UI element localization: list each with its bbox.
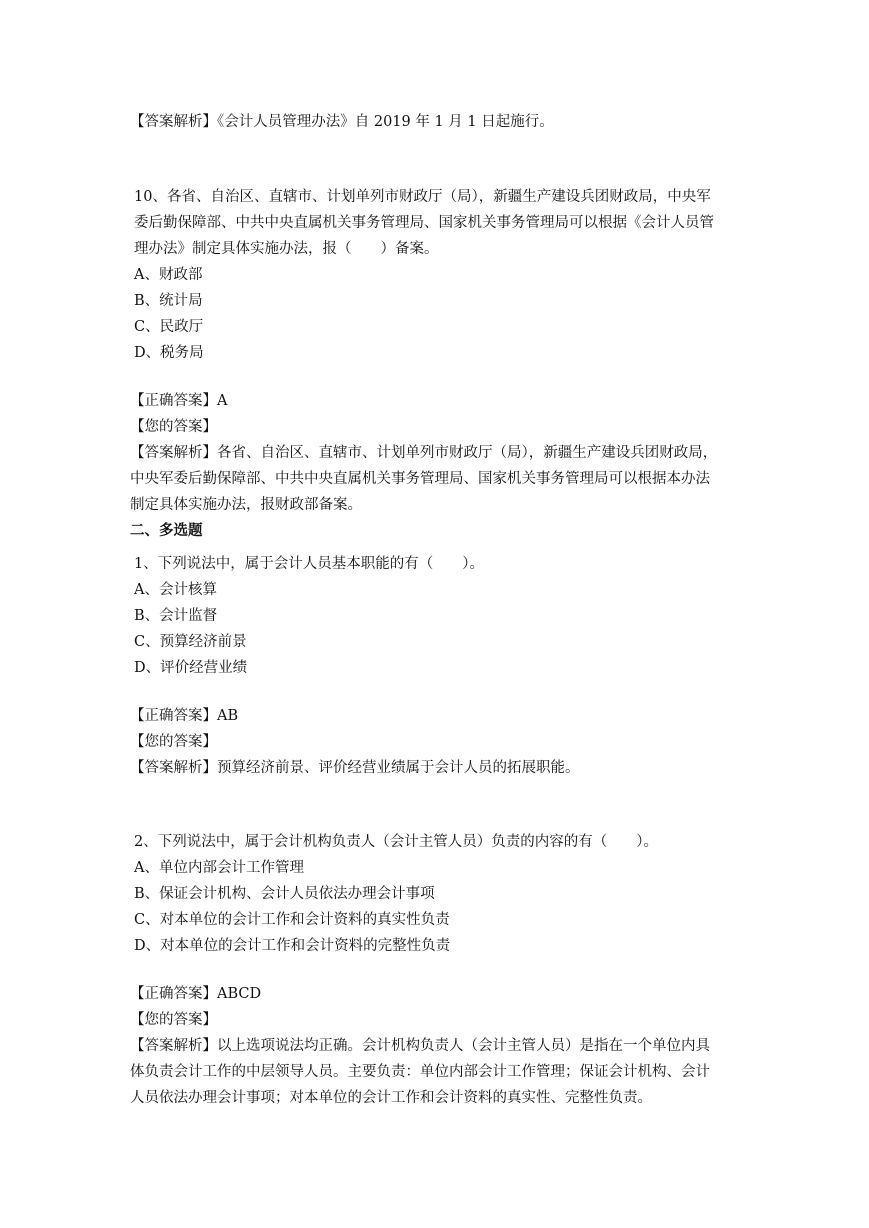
q10-your-answer: 【您的答案】 xyxy=(130,419,217,435)
q10-analysis-line-1: 【答案解析】各省、自治区、直辖市、计划单列市财政厅（局），新疆生产建设兵团财政局， xyxy=(130,445,718,461)
mq2-option-d: D、对本单位的会计工作和会计资料的完整性负责 xyxy=(134,938,451,954)
mq2-option-a: A、单位内部会计工作管理 xyxy=(134,860,304,876)
mq2-analysis-line-1: 【答案解析】以上选项说法均正确。会计机构负责人（会计主管人员）是指在一个单位内具 xyxy=(130,1038,710,1054)
q10-option-b: B、统计局 xyxy=(134,293,203,309)
mq2-analysis-line-2: 体负责会计工作的中层领导人员。主要负责：单位内部会计工作管理；保证会计机构、会计 xyxy=(130,1064,710,1080)
mq1-option-d: D、评价经营业绩 xyxy=(134,660,248,676)
mq1-stem: 1、下列说法中，属于会计人员基本职能的有（ ）。 xyxy=(134,556,484,572)
mq2-option-c: C、对本单位的会计工作和会计资料的真实性负责 xyxy=(134,912,450,928)
q10-option-c: C、民政厅 xyxy=(134,319,204,335)
intro-analysis: 【答案解析】《会计人员管理办法》自 2019 年 1 月 1 日起施行。 xyxy=(130,114,554,130)
q10-analysis-line-2: 中央军委后勤保障部、中共中央直属机关事务管理局、国家机关事务管理局可以根据本办法 xyxy=(130,471,710,487)
q10-stem-line-2: 委后勤保障部、中共中央直属机关事务管理局、国家机关事务管理局可以根据《会计人员管 xyxy=(134,215,714,231)
q10-correct-answer: 【正确答案】A xyxy=(130,393,228,409)
mq2-option-b: B、保证会计机构、会计人员依法办理会计事项 xyxy=(134,886,435,902)
mq1-option-b: B、会计监督 xyxy=(134,608,218,624)
mq1-option-c: C、预算经济前景 xyxy=(134,634,247,650)
q10-analysis-line-3: 制定具体实施办法，报财政部备案。 xyxy=(130,497,362,513)
q10-stem-line-3: 理办法》制定具体实施办法，报（ ）备案。 xyxy=(134,241,439,257)
mq2-analysis-line-3: 人员依法办理会计事项；对本单位的会计工作和会计资料的真实性、完整性负责。 xyxy=(130,1090,652,1106)
q10-option-a: A、财政部 xyxy=(134,267,203,283)
mq1-analysis: 【答案解析】预算经济前景、评价经营业绩属于会计人员的拓展职能。 xyxy=(130,760,580,776)
mq1-correct-answer: 【正确答案】AB xyxy=(130,708,239,724)
section-heading-multi: 二、多选题 xyxy=(130,522,203,539)
mq2-your-answer: 【您的答案】 xyxy=(130,1012,217,1028)
mq1-your-answer: 【您的答案】 xyxy=(130,734,217,750)
mq2-stem: 2、下列说法中，属于会计机构负责人（会计主管人员）负责的内容的有（ ）。 xyxy=(134,834,658,850)
q10-option-d: D、税务局 xyxy=(134,345,204,361)
q10-stem-line-1: 10、各省、自治区、直辖市、计划单列市财政厅（局），新疆生产建设兵团财政局，中央军 xyxy=(134,189,711,205)
mq2-correct-answer: 【正确答案】ABCD xyxy=(130,986,262,1002)
mq1-option-a: A、会计核算 xyxy=(134,582,217,598)
